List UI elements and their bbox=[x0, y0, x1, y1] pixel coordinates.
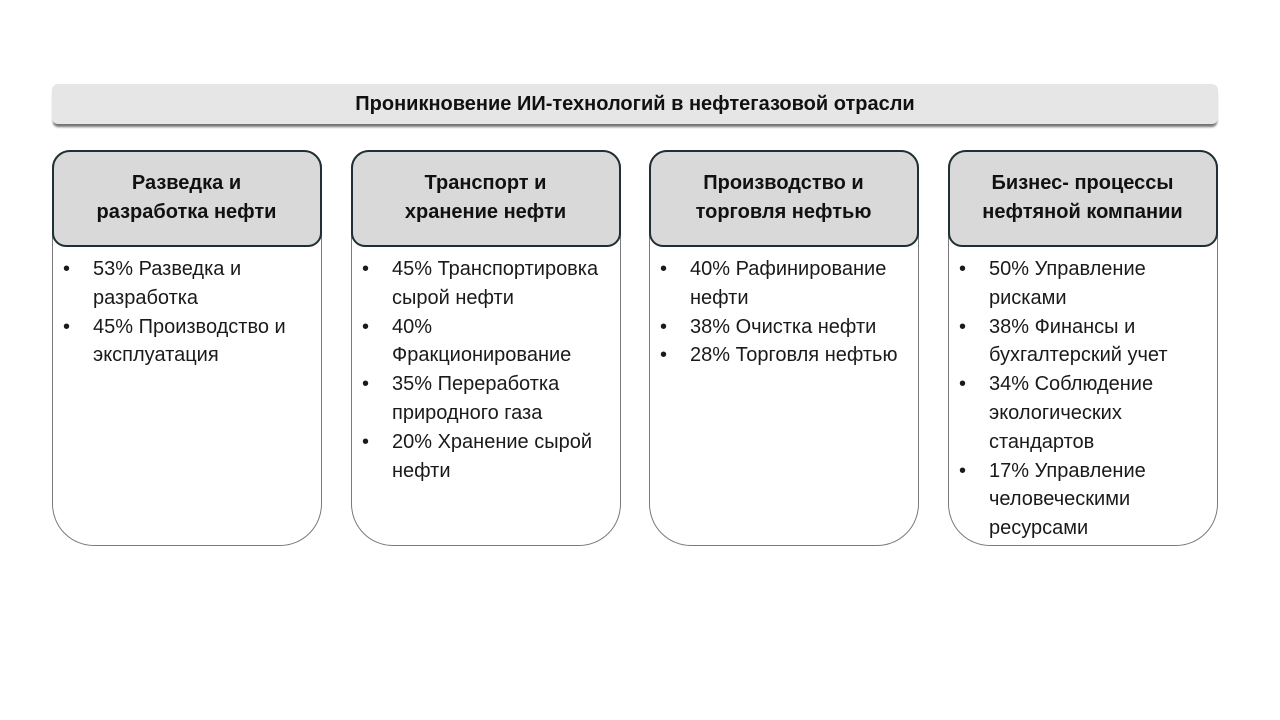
card-header: Разведка и разработка нефти bbox=[52, 150, 322, 247]
list-item: • 38% Финансы и бухгалтерский учет bbox=[959, 313, 1211, 371]
card-header: Производство и торговля нефтью bbox=[649, 150, 919, 247]
list-item: • 53% Разведка и разработка bbox=[63, 255, 315, 313]
card-list bbox=[660, 255, 912, 370]
list-item: • 40% Фракционирование bbox=[362, 313, 614, 371]
list-item: • 20% Хранение сырой нефти bbox=[362, 428, 614, 486]
card-list bbox=[362, 255, 614, 485]
page-title: Проникновение ИИ-технологий в нефтегазовой отрасли bbox=[52, 84, 1218, 124]
card-production bbox=[649, 150, 919, 546]
card-header: Бизнес- процессы нефтяной компании bbox=[948, 150, 1218, 247]
list-item: • 50% Управление рисками bbox=[959, 255, 1211, 313]
list-item: • 34% Соблюдение экологических стандартов bbox=[959, 370, 1211, 456]
list-item: • 45% Транспортировка сырой нефти bbox=[362, 255, 614, 313]
list-item: • 35% Переработка природного газа bbox=[362, 370, 614, 428]
list-item: • 17% Управление человеческими ресурсами bbox=[959, 457, 1211, 543]
card-list bbox=[63, 255, 315, 370]
list-item: • 28% Торговля нефтью bbox=[660, 341, 912, 370]
card-list bbox=[959, 255, 1211, 543]
list-item: • 45% Производство и эксплуатация bbox=[63, 313, 315, 371]
card-exploration bbox=[52, 150, 322, 546]
card-header: Транспорт и хранение нефти bbox=[351, 150, 621, 247]
list-item: • 38% Очистка нефти bbox=[660, 313, 912, 342]
card-transport bbox=[351, 150, 621, 546]
card-business bbox=[948, 150, 1218, 546]
list-item: • 40% Рафинирование нефти bbox=[660, 255, 912, 313]
